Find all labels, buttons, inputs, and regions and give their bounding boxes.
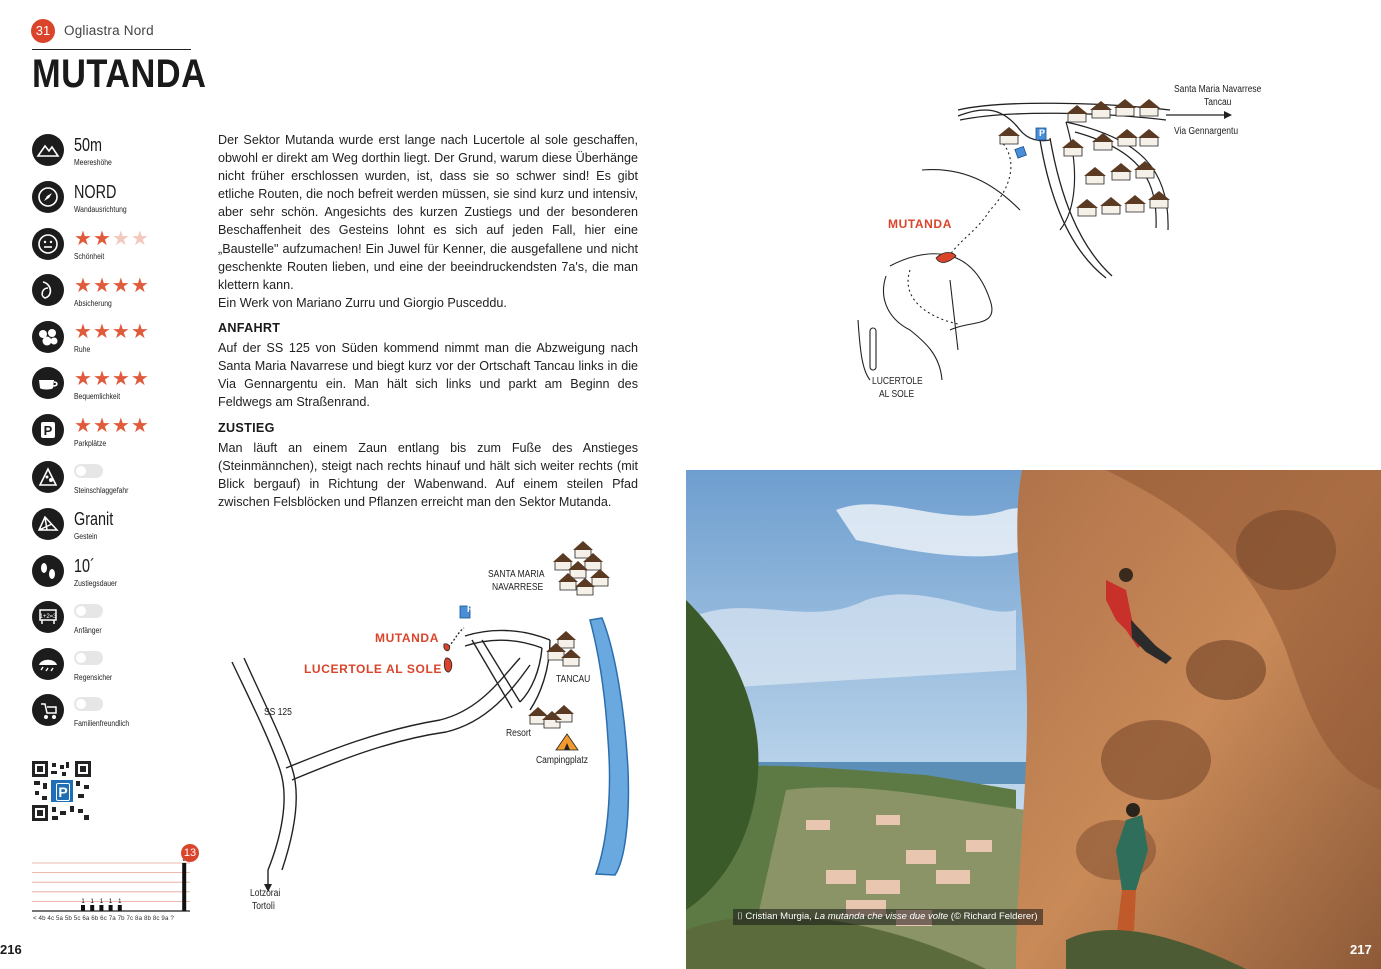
comfort-label: Bequemlichkeit: [74, 392, 121, 401]
altitude-label: Meereshöhe: [74, 158, 112, 167]
mutanda-crag-marker: [444, 644, 450, 651]
grade-bar: [90, 905, 94, 911]
grade-bar-value: 1: [81, 899, 85, 905]
map-lotzorai-line2: Tortolì: [252, 901, 276, 912]
grade-bar-value: 1: [108, 899, 113, 905]
map-lotzorai-line1: Lotzorai: [250, 888, 281, 899]
climbing-photo: [686, 470, 1381, 969]
detail-parking-label: P: [1038, 128, 1045, 138]
star-empty-icon: ★: [111, 228, 131, 250]
rain-label: Regensicher: [74, 673, 113, 682]
beauty-rating: [74, 229, 150, 249]
route-credit: Ein Werk von Mariano Zurru und Giorgio Pusceddu.: [218, 295, 507, 310]
star-filled-icon: ★: [111, 368, 131, 390]
map-ss125-label: SS 125: [264, 707, 292, 718]
climbing-photo-illustration: [686, 470, 1381, 969]
star-filled-icon: ★: [92, 321, 112, 343]
star-filled-icon: ★: [92, 368, 112, 390]
grade-bar-value: 1: [118, 899, 122, 905]
page-title: MUTANDA: [32, 52, 207, 96]
star-filled-icon: ★: [130, 275, 150, 297]
detail-santa-maria-line1: Santa Maria Navarrese: [1174, 84, 1262, 95]
map-parking-label: P: [466, 604, 473, 614]
star-filled-icon: ★: [74, 368, 93, 390]
grade-bar: [99, 905, 103, 911]
grade-bar-value: 1: [90, 899, 94, 905]
region-name: Ogliastra Nord: [64, 23, 154, 38]
map-santa-maria-line2: NAVARRESE: [492, 582, 544, 593]
star-filled-icon: ★: [111, 321, 131, 343]
rockfall-toggle: [74, 464, 103, 478]
grade-bar: [118, 905, 122, 911]
star-filled-icon: ★: [74, 321, 93, 343]
detail-via-label: Via Gennargentu: [1174, 126, 1239, 137]
cup-icon: [32, 367, 64, 399]
map-santa-maria-line1: SANTA MARIA: [488, 569, 545, 580]
grade-total-badge: 13: [181, 844, 199, 862]
map-camping-label: Campingplatz: [536, 755, 588, 766]
header-divider: [32, 49, 191, 50]
approach-value: 10´: [74, 556, 95, 576]
rockfall-label: Steinschlaggefahr: [74, 486, 129, 495]
approach-map-svg: [220, 540, 650, 920]
quiet-label: Ruhe: [74, 345, 91, 354]
detail-santa-maria-line2: Tancau: [1204, 97, 1232, 108]
sea-coastline: [590, 618, 628, 875]
star-filled-icon: ★: [92, 275, 112, 297]
zustieg-heading: ZUSTIEG: [218, 421, 275, 435]
beginner-label: Anfänger: [74, 626, 102, 635]
star-filled-icon: ★: [92, 415, 112, 437]
star-filled-icon: ★: [92, 228, 112, 250]
rock-label: Gestein: [74, 532, 98, 541]
star-empty-icon: ★: [130, 228, 150, 250]
rock-value: Granit: [74, 509, 114, 529]
crowd-icon: [32, 321, 64, 353]
parking-icon: [32, 414, 64, 446]
detail-lucertole-line1: LUCERTOLE: [872, 376, 923, 387]
qr-code[interactable]: [32, 761, 91, 821]
svg-text:1+2=3: 1+2=3: [39, 614, 57, 620]
anfahrt-heading: ANFAHRT: [218, 321, 281, 335]
intro-paragraph: Der Sektor Mutanda wurde erst lange nach Lucertole al sole geschaffen, obwohl er direkt am Weg dorthin liegt. Der Grund, warum diese Überhänge nicht früher erschlossen wurden, ist, dass sie so schwer sind! Es gibt etliche Routen, die noch befreit werden müssen, sie sind kurz und intensiv, aber sehr schön. Angesichts des kurzen Zustiegs und der besonderen Beschaffenheit des Gesteins lohnt es sich auf jeden Fall, hier eine „Baustelle" aufzumachen! Ein Juwel für Kenner, die ausgefallene und nicht geschenkte Routen lieben, und eine der beeindruckendsten 7a's, die man klettern kann.: [218, 133, 638, 292]
grade-bar: [182, 863, 186, 911]
protection-rating: [74, 276, 150, 296]
footsteps-icon: [32, 555, 64, 587]
rope-icon: [32, 274, 64, 306]
rock-icon: [32, 508, 64, 540]
caption-person: Cristian Murgia,: [745, 911, 815, 922]
parking-rating: [74, 416, 150, 436]
map-resort-label: Resort: [506, 728, 532, 739]
approach-label: Zustiegsdauer: [74, 579, 118, 588]
family-label: Familienfreundlich: [74, 719, 130, 728]
approach-map: [220, 540, 650, 920]
zustieg-text: Man läuft an einem Zaun entlang bis zum Fuße des Anstieges (Steinmännchen), steigt nach rechts hinauf und hält sich weiter rechts (mit Blick bergauf) in Richtung der Wabenwand. Auf einem steilen Pfad zwischen Felsblöcken und Pflanzen erreicht man den Sektor Mutanda.: [218, 441, 638, 510]
star-filled-icon: ★: [74, 228, 93, 250]
compass-icon: [32, 181, 64, 213]
parking-label: Parkplätze: [74, 439, 107, 448]
beauty-label: Schönheit: [74, 252, 105, 261]
sector-number-badge: 31: [31, 19, 55, 43]
grade-axis-labels: < 4b 4c 5a 5b 5c 6a 6b 6c 7a 7b 7c 8a 8b 8c 9a ?: [33, 915, 174, 922]
detail-map: [850, 80, 1280, 410]
orientation-value: NORD: [74, 182, 117, 202]
lucertole-crag-marker: [444, 658, 452, 672]
page-number-left: 216: [0, 942, 22, 957]
camera-icon: ⌷: [737, 911, 746, 922]
orientation-label: Wandausrichtung: [74, 205, 127, 214]
page-number-right: 217: [1350, 942, 1372, 957]
rain-toggle: [74, 651, 103, 665]
svg-text:P: P: [43, 423, 53, 438]
grade-bar-value: 1: [99, 899, 104, 905]
caption-title: La mutanda che visse due volte: [814, 911, 949, 922]
star-filled-icon: ★: [130, 368, 150, 390]
comfort-rating: [74, 369, 150, 389]
anfahrt-text: Auf der SS 125 von Süden kommend nimmt man die Abzweigung nach Santa Maria Navarrese und biegt kurz vor der Ortschaft Tancau links in die Via Gennargentu ein. Man hält sich links und parkt am Beginn des Feldwegs am Straßenrand.: [218, 341, 638, 410]
photo-caption: [733, 909, 1043, 925]
rockfall-icon: [32, 461, 64, 493]
detail-lucertole-line2: AL SOLE: [879, 389, 915, 400]
star-filled-icon: ★: [111, 415, 131, 437]
star-filled-icon: ★: [130, 415, 150, 437]
family-toggle: [74, 697, 103, 711]
quiet-rating: [74, 322, 150, 342]
star-filled-icon: ★: [111, 275, 131, 297]
grade-chart: [30, 843, 202, 928]
intro-text: [218, 131, 638, 312]
caption-credit: (© Richard Felderer): [948, 911, 1038, 922]
map-tancau-label: TANCAU: [556, 674, 591, 685]
star-filled-icon: ★: [130, 321, 150, 343]
grade-bar: [81, 905, 85, 911]
map-mutanda-label: MUTANDA: [375, 631, 439, 645]
grade-bar: [109, 905, 113, 911]
smiley-icon: [32, 228, 64, 260]
qr-parking-symbol: P: [56, 783, 70, 801]
detail-mutanda-label: MUTANDA: [888, 217, 952, 231]
beginner-icon: [32, 601, 64, 633]
map-lucertole-label: LUCERTOLE AL SOLE: [304, 662, 442, 676]
detail-houses: [1000, 101, 1168, 216]
rain-icon: [32, 648, 64, 680]
detail-lucertole-marker: [870, 328, 876, 370]
protection-label: Absicherung: [74, 299, 112, 308]
stroller-icon: [32, 694, 64, 726]
mountain-icon: [32, 134, 64, 166]
star-filled-icon: ★: [74, 275, 93, 297]
beginner-toggle: [74, 604, 103, 618]
star-filled-icon: ★: [74, 415, 93, 437]
altitude-value: 50m: [74, 135, 103, 155]
